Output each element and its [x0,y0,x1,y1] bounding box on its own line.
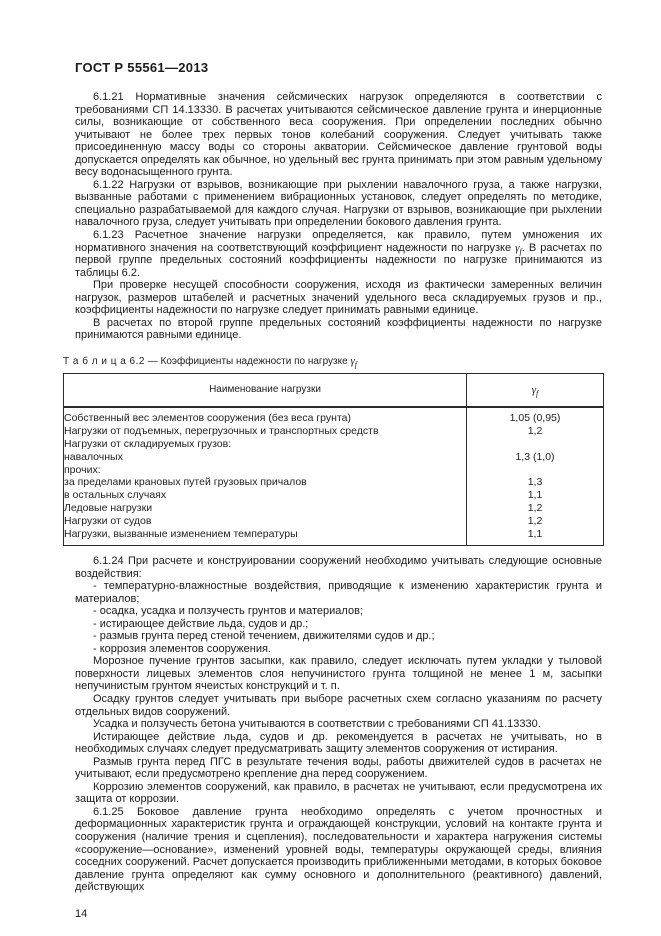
standard-number: ГОСТ Р 55561—2013 [75,60,209,75]
table-header-gamma-f [467,373,604,407]
table-cell-load-name: в остальных случаях [64,489,467,502]
gamma-f-symbol: $\gamma_f$ [531,383,539,398]
table-row [64,438,604,451]
table-row [64,476,604,489]
table-cell-coefficient: 1,2 [467,515,604,528]
paragraph-frost-heave: Морозное пучение грунтов засыпки, как правило, следует исключать путем укладки у тыловой поверхности лицевых элементов слоя непучинистого грунта толщиной не менее 1 м, засыпки непучинистым грунтом ячеистых конструкций и т. п. [75,655,602,693]
table-cell-coefficient: 1,1 [467,528,604,545]
table-caption-dash: — [144,355,161,367]
table-row [64,502,604,515]
paragraph-6-1-23-text-after: . В расчетах по первой группе предельных состояний коэффициенты надежности по нагрузке принимаются из таблицы 6.2. [75,241,602,279]
table-cell-load-name: прочих: [64,464,467,477]
table-row [64,464,604,477]
table-header-load-name: Наименование нагрузки [64,373,467,407]
table-cell-load-name: Нагрузки от судов [64,515,467,528]
list-item-settlement-creep: - осадка, усадка и ползучесть грунтов и материалов; [93,605,363,618]
paragraph-6-1-23-text-before: 6.1.23 Расчетное значение нагрузки определяется, как правило, путем умножения их нормативного значения на соответствующий коэффициент надежности по нагрузке [75,229,602,254]
table-cell-coefficient: 1,3 (1,0) [467,451,604,464]
table-caption-label: Т а б л и ц а 6.2 [63,355,145,367]
table-6-2 [63,373,604,546]
list-item-corrosion: - коррозия элементов сооружения. [93,642,271,655]
paragraph-6-1-25: 6.1.25 Боковое давление грунта необходимо определять с учетом прочностных и деформационных характеристик грунта и ограждающей конструкции, условий на контакте грунта и сооружения (наличие трения и сцепления), последовательности и характера нагружения системы «сооружение—основание», изменений уровней воды, температуры окружающей среды, влияния соседних сооружений. Расчет допускается производить приближенными методами, в которых боковое давление грунта определяют как сумму основного и дополнительного (реактивного) давлений, действующих [75,805,602,894]
table-cell-coefficient: 1,1 [467,489,604,502]
table-cell-coefficient: 1,2 [467,502,604,515]
gamma-f-symbol: $\gamma_f$ [350,354,358,369]
table-header-row [64,373,604,407]
table-row [64,451,604,464]
table-caption-text: Коэффициенты надежности по нагрузке [160,355,351,367]
table-row [64,407,604,425]
paragraph-6-1-21: 6.1.21 Нормативные значения сейсмических нагрузок определяются в соответствии с требованиями СП 14.13330. В расчетах учитываются сейсмическое давление грунта и инерционные силы, возникающие от собственного веса сооружения. При определении последних обычно учитывают не более трех первых тонов колебаний сооружения. Следует учитывать также присоединенную массу воды со стороны акватории. Сейсмическое давление грунтовой воды допускается определять как обычное, но удельный вес грунта принимать при этом равным удельному весу водонасыщенного грунта. [75,91,602,179]
paragraph-6-1-23 [75,229,602,279]
table-row [64,489,604,502]
table-cell-load-name: Нагрузки от подъемных, перегрузочных и транспортных средств [64,425,467,438]
list-item-ice-abrasion: - истирающее действие льда, судов и др.; [93,617,309,630]
paragraph-corrosion-protection: Коррозию элементов сооружений, как правило, в расчетах не учитывают, если предусмотрена их защита от коррозии. [75,780,602,806]
gamma-f-symbol: $\gamma_f$ [515,241,522,256]
table-cell-coefficient: 1,05 (0,95) [467,407,604,425]
paragraph-bearing-check: При проверке несущей способности сооружения, исходя из фактически замеренных величин нагрузок, размеров штабелей и расчетных значений удельного веса складируемых грузов и пр., коэффициенты надежности по нагрузке следует принимать равными единице. [75,279,602,317]
page-content [63,60,602,920]
paragraph-6-1-22: 6.1.22 Нагрузки от взрывов, возникающие при рыхлении навалочного груза, а также нагрузки, вызванные работами с применением вибрационных установок, следует определять по методике, специально разрабатываемой для каждого случая. Нагрузки от взрывов, возникающие при рыхлении навалочного груза, следует учитывать при определении бокового давления грунта. [75,178,602,229]
list-item-temperature-humidity: - температурно-влажностные воздействия, приводящие к изменению характеристик грунта и материалов; [75,580,602,605]
table-cell-load-name: Собственный вес элементов сооружения (без веса грунта) [64,407,467,425]
paragraph-bed-scour: Размыв грунта перед ПГС в результате течения воды, работы движителей судов в расчетах не учитывают, если предусмотрено крепление дна перед сооружением. [75,755,602,781]
table-cell-coefficient [467,464,604,477]
paragraph-abrasion-protection: Истирающее действие льда, судов и др. рекомендуется в расчетах не учитывать, но в необходимых случаях следует предусматривать защиту элементов сооружения от истирания. [75,730,602,756]
paragraph-soil-settlement: Осадку грунтов следует учитывать при выборе расчетных схем согласно указаниям по расчету отдельных видов сооружений. [75,693,602,718]
table-row [64,528,604,545]
paragraph-6-1-24: 6.1.24 При расчете и конструировании сооружений необходимо учитывать следующие основные воздействия: [75,555,602,580]
paragraph-second-limit-group: В расчетах по второй группе предельных состояний коэффициенты надежности по нагрузке принимаются равными единице. [75,316,602,342]
page-number: 14 [75,907,88,920]
table-cell-load-name: Нагрузки от складируемых грузов: [64,438,467,451]
table-cell-load-name: Ледовые нагрузки [64,502,467,515]
table-caption [63,355,602,368]
paragraph-concrete-shrinkage: Усадка и ползучесть бетона учитываются в соответствии с требованиями СП 41.13330. [93,718,541,731]
table-cell-coefficient [467,438,604,451]
table-row [64,425,604,438]
list-item-scour: - размыв грунта перед стеной течением, движителями судов и др.; [93,630,435,643]
table-cell-load-name: навалочных [64,451,467,464]
table-cell-coefficient: 1,2 [467,425,604,438]
table-row [64,515,604,528]
table-cell-load-name: Нагрузки, вызванные изменением температуры [64,528,467,545]
table-cell-coefficient: 1,3 [467,476,604,489]
table-cell-load-name: за пределами крановых путей грузовых причалов [64,476,467,489]
